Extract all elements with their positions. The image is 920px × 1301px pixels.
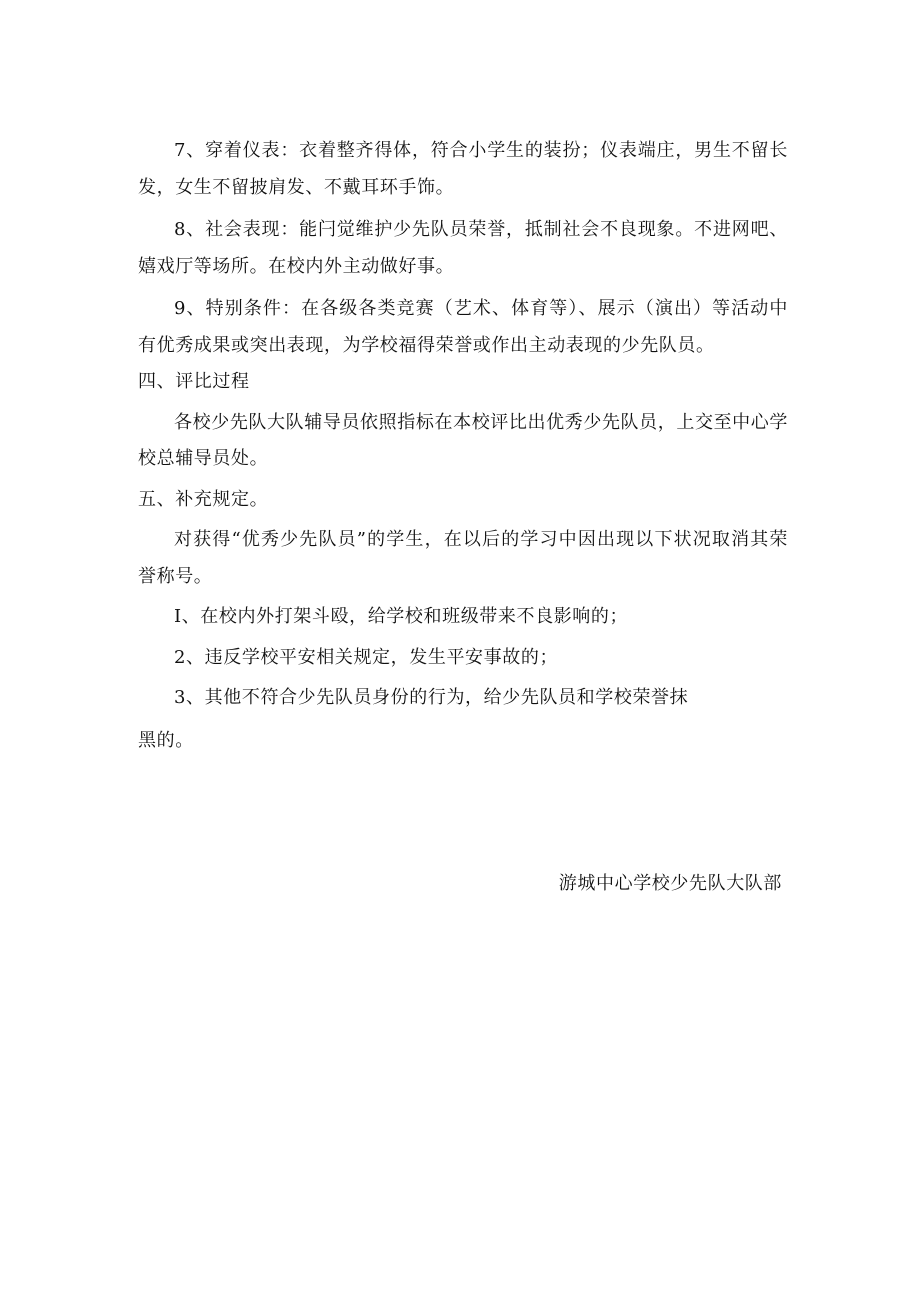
section-heading-review-process: 四、评比过程 [138,371,250,392]
paragraph-item-9: 9、特别条件：在各级各类竞赛（艺术、体育等）、展示（演出）等活动中有优秀成果或突出表现，为学校福得荣誉或作出主动表现的少先队员。 [138,298,788,356]
section-heading-supplementary-rules: 五、补充规定。 [138,488,269,510]
rule-item-1: I、在校内外打架斗殴，给学校和班级带来不良影响的； [174,606,629,627]
signature: 游城中心学校少先队大队部 [558,873,782,894]
paragraph-supplementary-intro: 对获得“优秀少先队员”的学生，在以后的学习中因出现以下状况取消其荣誉称号。 [138,529,788,587]
rule-item-2: 2、违反学校平安相关规定，发生平安事故的； [174,646,559,668]
paragraph-item-8: 8、社会表现：能闩觉维护少先队员荣誉，抵制社会不良现象。不进网吧、嬉戏厅等场所。在校内外主动做好事。 [138,219,788,277]
paragraph-item-7: 7、穿着仪表：衣着整齐得体，符合小学生的装扮；仪表端庄，男生不留长发，女生不留披肩发、不戴耳环手饰。 [138,140,788,198]
document-body [138,133,788,759]
paragraph-review-process: 各校少先队大队辅导员依照指标在本校评比出优秀少先队员，上交至中心学校总辅导员处。 [138,411,788,469]
rule-item-3: 3、其他不符合少先队员身份的行为，给少先队员和学校荣誉抹 [174,687,689,708]
rule-item-3-continuation: 黑的。 [138,729,194,751]
